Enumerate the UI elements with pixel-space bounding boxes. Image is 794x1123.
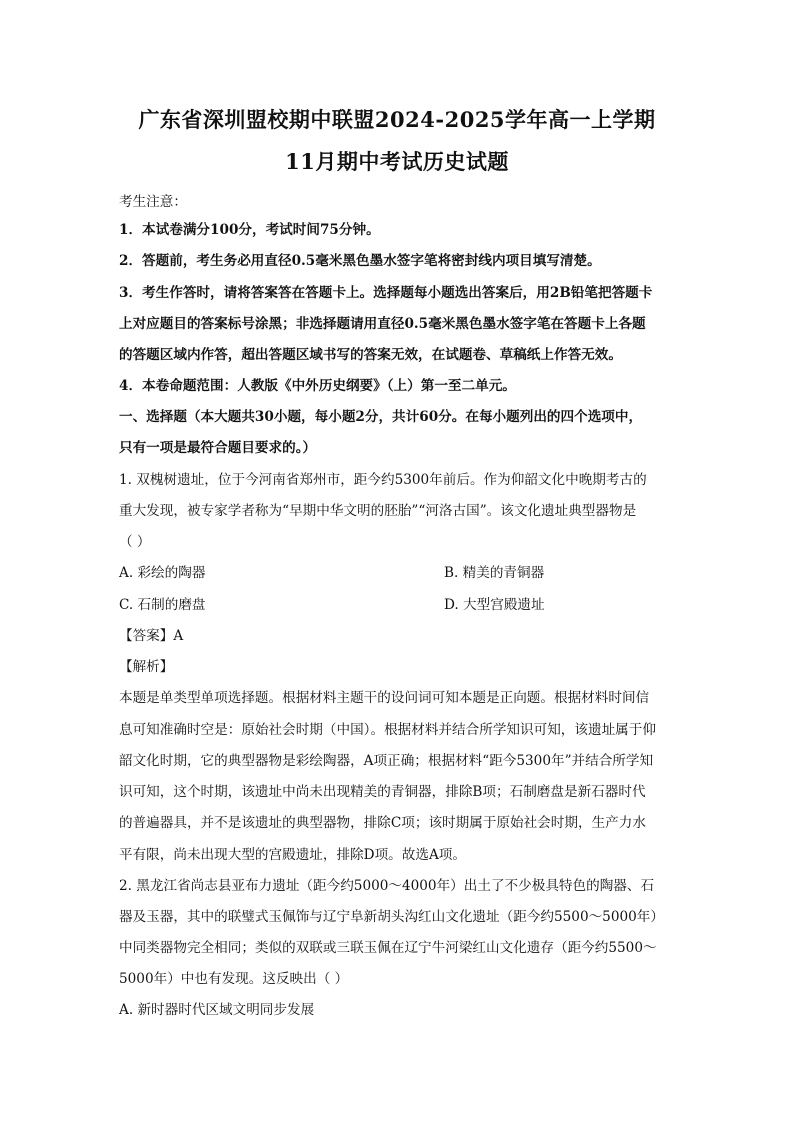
- question-1-option-a: A. 彩绘的陶器: [119, 565, 206, 581]
- notice-item: 4．本卷命题范围：人教版《中外历史纲要》（上）第一至二单元。: [119, 378, 516, 394]
- question-2-stem: 2. 黑龙江省尚志县亚布力遗址（距今约5000～4000年）出土了不少极具特色的陶器、石: [119, 878, 655, 894]
- question-1-option-c: C. 石制的磨盘: [119, 597, 206, 613]
- question-2-stem: 器及玉器，其中的联璧式玉佩饰与辽宁阜新胡头沟红山文化遗址（距今约5500～5000年）: [119, 909, 664, 925]
- question-1-analysis: 息可知准确时空是：原始社会时期（中国）。根据材料并结合所学知识可知，该遗址属于仰: [119, 722, 656, 738]
- notice-item: 上对应题目的答案标号涂黑；非选择题请用直径0.5毫米黑色墨水签字笔在答题卡上各题: [119, 316, 646, 332]
- section-heading-cont: 只有一项是最符合题目要求的。）: [119, 440, 317, 456]
- notice-item: 1．本试卷满分100分，考试时间75分钟。: [119, 222, 380, 238]
- question-1-analysis: 的普遍器具，并不是该遗址的典型器物，排除C项；该时期属于原始社会时期，生产力水: [119, 815, 646, 831]
- notice-item: 2．答题前，考生务必用直径0.5毫米黑色墨水签字笔将密封线内项目填写清楚。: [119, 253, 601, 269]
- page-title-line1: 广东省深圳盟校期中联盟2024-2025学年高一上学期: [138, 107, 656, 132]
- question-1-analysis: 本题是单类型单项选择题。根据材料主题干的设问词可知本题是正向题。根据材料时间信: [119, 690, 650, 706]
- notice-item: 的答题区域内作答，超出答题区域书写的答案无效，在试题卷、草稿纸上作答无效。: [119, 347, 622, 363]
- question-1-analysis: 韶文化时期，它的典型器物是彩绘陶器，A项正确；根据材料“距今5300年”并结合所学知: [119, 753, 654, 769]
- question-1-analysis: 平有限，尚未出现大型的宫殿遗址，排除D项。故选A项。: [119, 847, 466, 863]
- notice-heading: 考生注意：: [119, 194, 187, 210]
- question-1-stem: 1. 双槐树遗址，位于今河南省郑州市，距今约5300年前后。作为仰韶文化中晚期考古的: [119, 472, 647, 488]
- notice-item: 3．考生作答时，请将答案答在答题卡上。选择题每小题选出答案后，用2B铅笔把答题卡: [119, 285, 653, 301]
- page-title-line2: 11月期中考试历史试题: [285, 149, 509, 174]
- section-heading: 一、选择题（本大题共30小题，每小题2分，共计60分。在每小题列出的四个选项中，: [119, 409, 643, 425]
- question-1-answer: 【答案】A: [119, 628, 184, 644]
- question-1-option-d: D. 大型宫殿遗址: [444, 597, 545, 613]
- question-1-option-b: B. 精美的青铜器: [444, 565, 545, 581]
- question-1-blank: （ ）: [119, 534, 151, 550]
- question-1-stem: 重大发现，被专家学者称为“早期中华文明的胚胎”“河洛古国”。该文化遗址典型器物是: [119, 503, 637, 519]
- question-1-analysis: 识可知，这个时期，该遗址中尚未出现精美的青铜器，排除B项；石制磨盘是新石器时代: [119, 784, 646, 800]
- question-2-option-a: A. 新时器时代区域文明同步发展: [119, 1002, 315, 1018]
- question-2-stem: 5000年）中也有发现。这反映出（ ）: [119, 971, 349, 987]
- question-1-analysis-label: 【解析】: [119, 659, 174, 675]
- question-2-stem: 中同类器物完全相同；类似的双联或三联玉佩在辽宁牛河梁红山文化遗存（距今约5500～: [119, 940, 657, 956]
